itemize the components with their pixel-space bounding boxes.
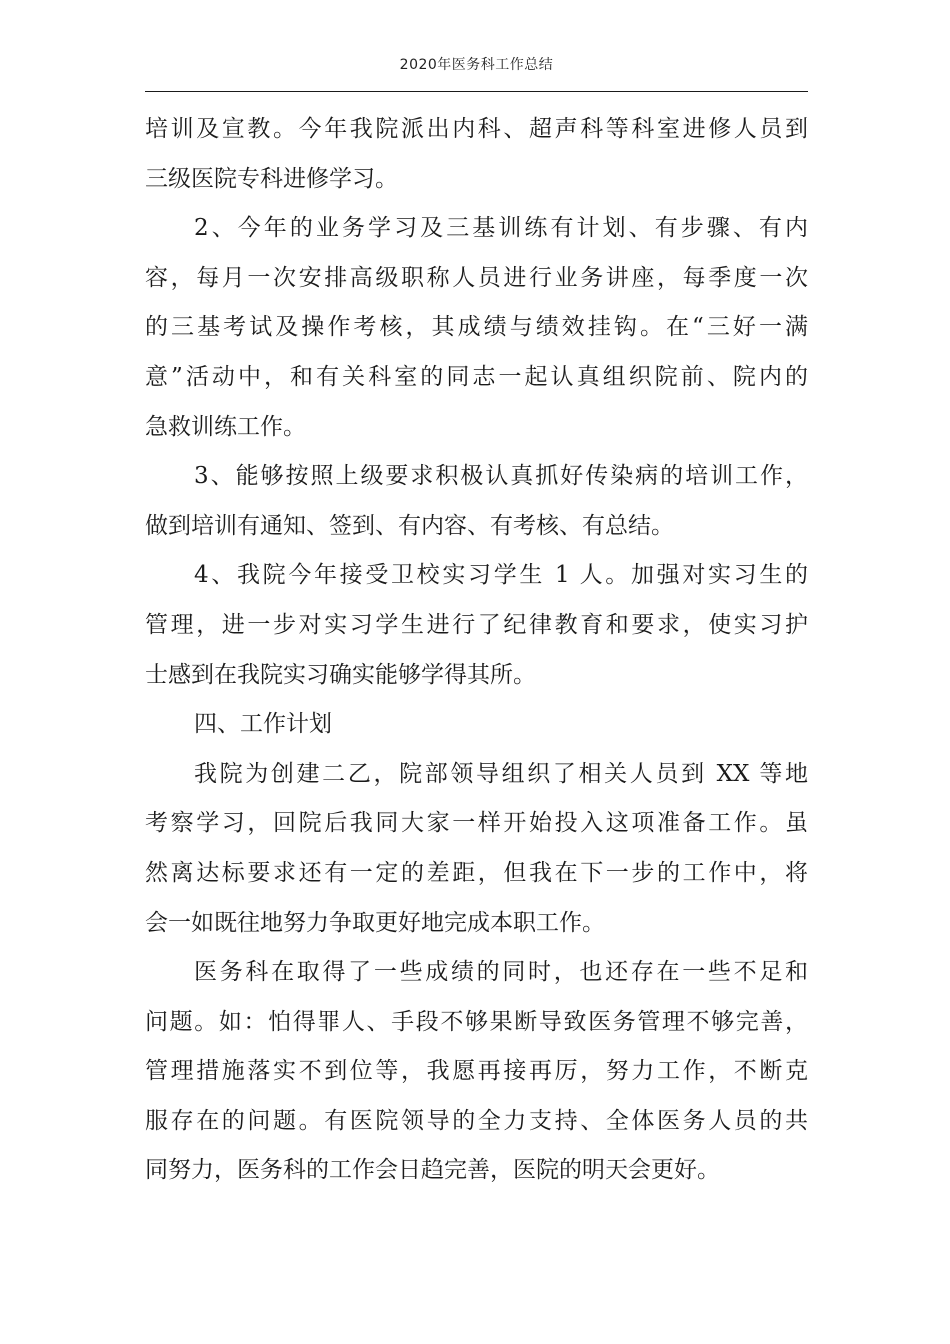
text-line: 然离达标要求还有一定的差距，但我在下一步的工作中，将 <box>145 859 808 886</box>
section-heading: 四、工作计划 <box>194 711 332 738</box>
text-line: 管理措施落实不到位等，我愿再接再厉，努力工作，不断克 <box>145 1058 808 1085</box>
text-line: 的三基考试及操作考核，其成绩与绩效挂钩。在“三好一满 <box>145 314 808 341</box>
text-line: 三级医院专科进修学习。 <box>145 165 398 192</box>
text-line: 意”活动中，和有关科室的同志一起认真组织院前、院内的 <box>145 363 808 390</box>
text-line: 考察学习，回院后我同大家一样开始投入这项准备工作。虽 <box>145 810 808 837</box>
text-line: 急救训练工作。 <box>145 413 306 440</box>
text-line: 3、能够按照上级要求积极认真抓好传染病的培训工作， <box>194 463 808 490</box>
text-line: 会一如既往地努力争取更好地完成本职工作。 <box>145 909 605 936</box>
text-line: 同努力，医务科的工作会日趋完善，医院的明天会更好。 <box>145 1157 720 1184</box>
page-header: 2020年医务科工作总结 <box>399 57 554 73</box>
text-line: 4、我院今年接受卫校实习学生 1 人。加强对实习生的 <box>194 562 808 589</box>
text-line: 问题。如：怕得罪人、手段不够果断导致医务管理不够完善， <box>145 1008 808 1035</box>
text-line: 2、今年的业务学习及三基训练有计划、有步骤、有内 <box>194 215 808 242</box>
text-line: 容，每月一次安排高级职称人员进行业务讲座，每季度一次 <box>145 264 808 291</box>
header-divider <box>145 91 808 92</box>
text-line: 服存在的问题。有医院领导的全力支持、全体医务人员的共 <box>145 1107 808 1134</box>
text-line: 医务科在取得了一些成绩的同时，也还存在一些不足和 <box>194 959 808 986</box>
text-line: 士感到在我院实习确实能够学得其所。 <box>145 661 536 688</box>
document-body <box>145 105 808 1196</box>
text-line: 管理，进一步对实习学生进行了纪律教育和要求，使实习护 <box>145 611 808 638</box>
text-line: 我院为创建二乙，院部领导组织了相关人员到 XX 等地 <box>194 760 808 787</box>
text-line: 培训及宣教。今年我院派出内科、超声科等科室进修人员到 <box>145 116 808 142</box>
text-line: 做到培训有通知、签到、有内容、有考核、有总结。 <box>145 512 674 539</box>
